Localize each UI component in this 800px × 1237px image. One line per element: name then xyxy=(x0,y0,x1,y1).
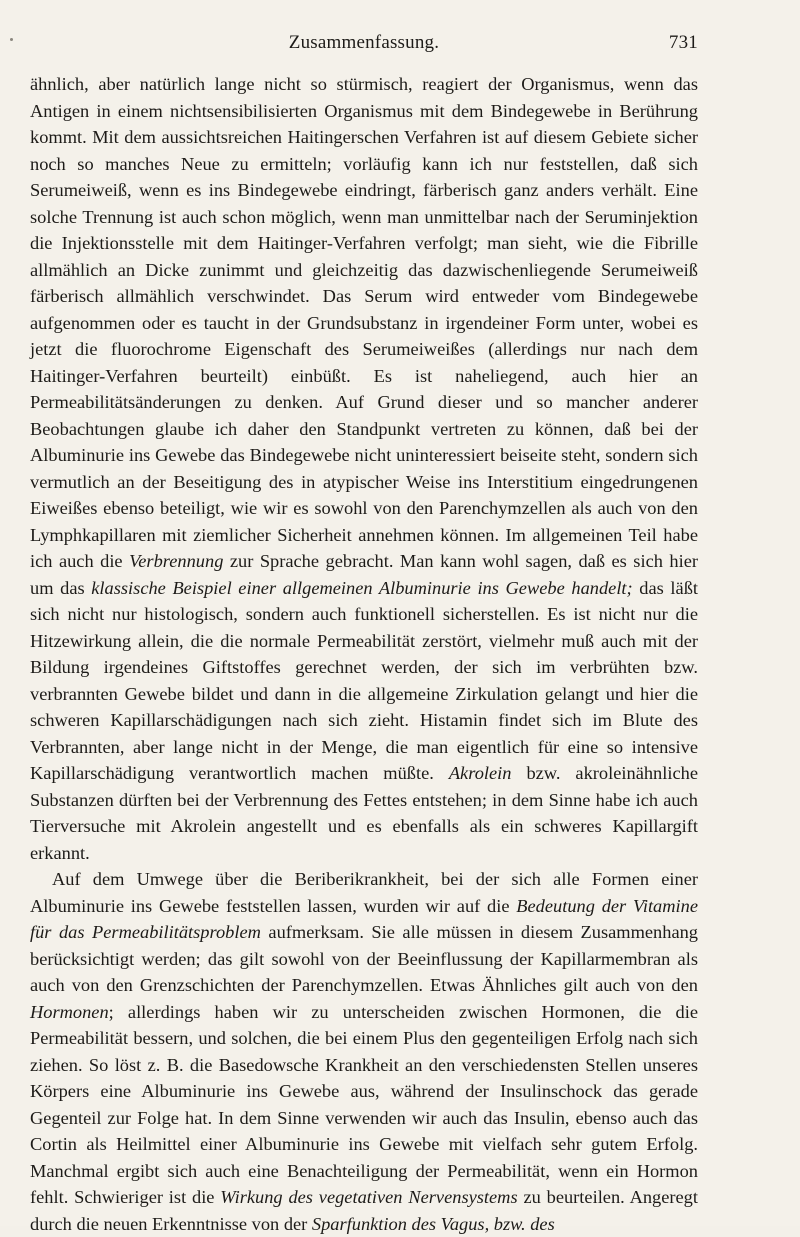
page-number: 731 xyxy=(668,32,698,53)
text-run: Auf dem Umwege über die Beriberikrankheit, bei der sich alle Formen einer Albuminurie ins Gewebe feststellen lassen, wurden wir auf die xyxy=(30,869,698,916)
emphasized-text: Bedeutung der Vitamine für das Permeabilitätsproblem xyxy=(30,895,698,942)
emphasized-text: Sparfunktion des Vagus, bzw. des xyxy=(311,1213,555,1234)
emphasized-text: klassische Beispiel einer allgemeinen Albuminurie ins Gewebe handelt; xyxy=(91,577,633,598)
text-run: ähnlich, aber natürlich lange nicht so stürmisch, reagiert der Organismus, wenn das Antigen in einem nichtsensibilisierten Organismus mit dem Bindegewebe in Berührung kommt. Mit dem aussichtsreichen Haitingerschen Verfahren ist auf diesem Gebiete sicher noch so manches Neue zu ermitteln; vorläufig kann ich nur feststellen, daß sich Serumeiweiß, wenn es ins Bindegewebe eindringt, färberisch ganz anders verhält. Eine solche Trennung ist auch schon möglich, wenn man unmittelbar nach der Seruminjektion die Injektionsstelle mit dem Haitinger-Verfahren verfolgt; man sieht, wie die Fibrille allmählich an Dicke zunimmt und gleichzeitig das dazwischenliegende Serumeiweiß färberisch allmählich verschwindet. Das Serum wird entweder vom Bindegewebe aufgenommen oder es taucht in der Grundsubstanz in irgendeiner Form unter, wobei es jetzt die fluorochrome Eigenschaft des Serumeiweißes (allerdings nur nach dem Haitinger-Verfahren beurteilt) einbüßt. Es ist naheliegend, auch hier an Permeabilitätsänderungen zu denken. Auf Grund dieser und so mancher anderer Beobachtungen glaube ich daher den Standpunkt vertreten zu können, daß bei der Albuminurie ins Gewebe das Bindegewebe nicht uninteressiert beiseite steht, sondern sich vermutlich an der Beseitigung des in atypischer Weise ins Interstitium eingedrungenen Eiweißes ebenso beteiligt, wie wir es sowohl von den Parenchymzellen als auch von den Lymphkapillaren mit ziemlicher Sicherheit annehmen können. Im allgemeinen Teil habe ich auch die xyxy=(30,74,698,571)
margin-mark xyxy=(10,38,13,41)
text-run: aufmerksam. Sie alle müssen in diesem Zusammenhang berücksichtigt werden; das gilt sowohl von der Beeinflussung der Kapillarmembran als auch von den Grenzschichten der Parenchymzellen. Etwas Ähnliches gilt auch von den xyxy=(30,922,698,995)
body-text xyxy=(30,71,698,1237)
text-run: zur Sprache gebracht. Man kann wohl sagen, daß es sich hier um das xyxy=(30,551,698,598)
paragraph-2 xyxy=(30,866,698,1237)
paragraph-1 xyxy=(30,71,698,866)
emphasized-text: Verbrennung xyxy=(129,551,224,571)
text-run: bzw. akroleinähnliche Substanzen dürften bei der Verbrennung des Fettes entstehen; in dem Sinne habe ich auch Tierversuche mit Akrolein angestellt und es ebenfalls als ein schweres Kapillargift erkannt. xyxy=(30,763,698,863)
emphasized-text: Wirkung des vegetativen Nervensystems xyxy=(220,1187,518,1207)
text-run: zu beurteilen. Angeregt durch die neuen Erkenntnisse von der xyxy=(30,1187,698,1234)
emphasized-text: Akrolein xyxy=(448,763,512,783)
text-run: das läßt sich nicht nur histologisch, sondern auch funktionell sicherstellen. Es ist nicht nur die Hitzewirkung allein, die die normale Permeabilität zerstört, vielmehr muß auch mit der Bildung irgendeines Giftstoffes gerechnet werden, der sich im verbrühten bzw. verbrannten Gewebe bildet und dann in die allgemeine Zirkulation gelangt und hier die schweren Kapillarschädigungen nach sich zieht. Histamin findet sich im Blute des Verbrannten, aber lange nicht in der Menge, die man eigentlich für eine so intensive Kapillarschädigung verantwortlich machen müßte. xyxy=(30,577,699,783)
emphasized-text: Hormonen xyxy=(30,1001,109,1022)
running-header xyxy=(30,32,698,62)
running-title: Zusammenfassung. xyxy=(288,32,440,53)
text-run: ; allerdings haben wir zu unterscheiden zwischen Hormonen, die die Permeabilität bessern, und solchen, die bei einem Plus den gegenteiligen Erfolg nach sich ziehen. So löst z. B. die Basedowsche Krankheit an den verschiedensten Stellen unseres Körpers eine Albuminurie ins Gewebe aus, während der Insulinschock das gerade Gegenteil zur Folge hat. In dem Sinne verwenden wir auch das Insulin, ebenso auch das Cortin als Heilmittel einer Albuminurie ins Gewebe mit vielfach sehr gutem Erfolg. Manchmal ergibt sich auch eine Benachteiligung der Permeabilität, wenn ein Hormon fehlt. Schwieriger ist die xyxy=(30,1001,698,1207)
